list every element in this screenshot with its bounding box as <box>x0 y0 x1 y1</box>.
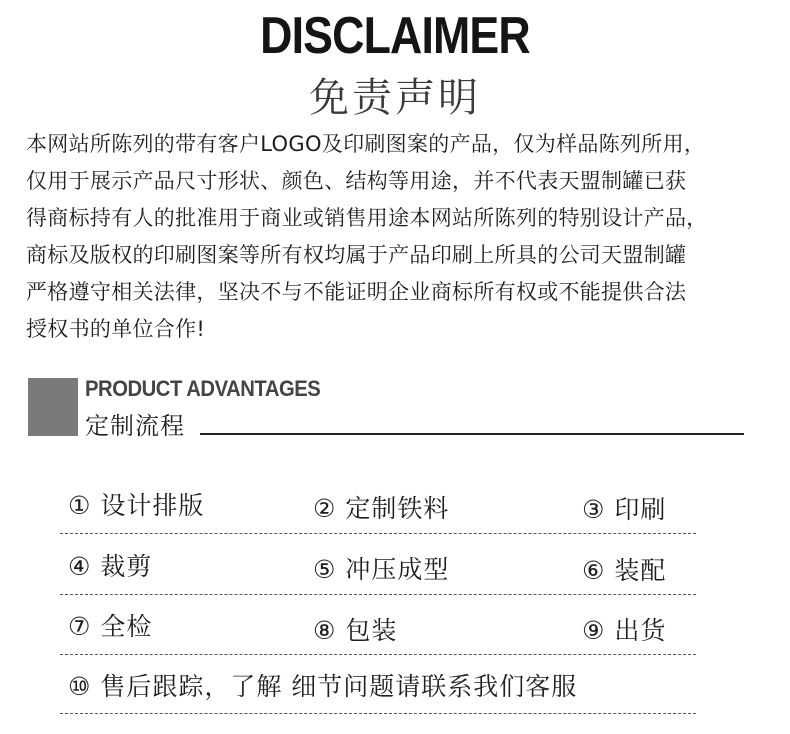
section-title-en: PRODUCT ADVANTAGES <box>85 376 321 401</box>
step-stamping: ⑤ 冲压成型 <box>313 555 450 584</box>
step-custom-tinplate: ② 定制铁料 <box>313 494 450 523</box>
step-packaging: ⑧ 包装 <box>313 616 398 645</box>
step-design-layout: ① 设计排版 <box>68 491 205 520</box>
row-divider <box>60 533 696 534</box>
row-divider <box>60 594 696 595</box>
disclaimer-text: 本网站所陈列的带有客户LOGO及印刷图案的产品，仅为样品陈列所用， 仅用于展示产品尺寸形状、颜色、结构等用途，并不代表天盟制罐已获 得商标持有人的批准用于商业或销售用途本网站所陈列的特别设计产品， 商标及版权的印刷图案等所有权均属于产品印刷上所具的公司天盟制罐 严格遵守相关法律，坚决不与不能证明企业商标所有权或不能提供合法 授权书的单位合作! <box>26 132 708 341</box>
step-printing: ③ 印刷 <box>582 495 667 524</box>
disclaimer-title-zh: 免责声明 <box>309 75 481 121</box>
step-assembly: ⑥ 装配 <box>582 556 667 585</box>
step-after-sales: ⑩ 售后跟踪，了解 细节问题请联系我们客服 <box>68 672 578 701</box>
disclaimer-title-en: DISCLAIMER <box>260 7 530 65</box>
step-shipping: ⑨ 出货 <box>582 616 667 645</box>
step-full-inspection: ⑦ 全检 <box>68 612 153 641</box>
section-title-zh: 定制流程 <box>85 412 185 440</box>
step-cutting: ④ 裁剪 <box>68 552 153 581</box>
section-underline <box>200 433 744 435</box>
row-divider <box>60 713 696 714</box>
section-marker-block <box>28 378 78 436</box>
row-divider <box>60 654 696 655</box>
